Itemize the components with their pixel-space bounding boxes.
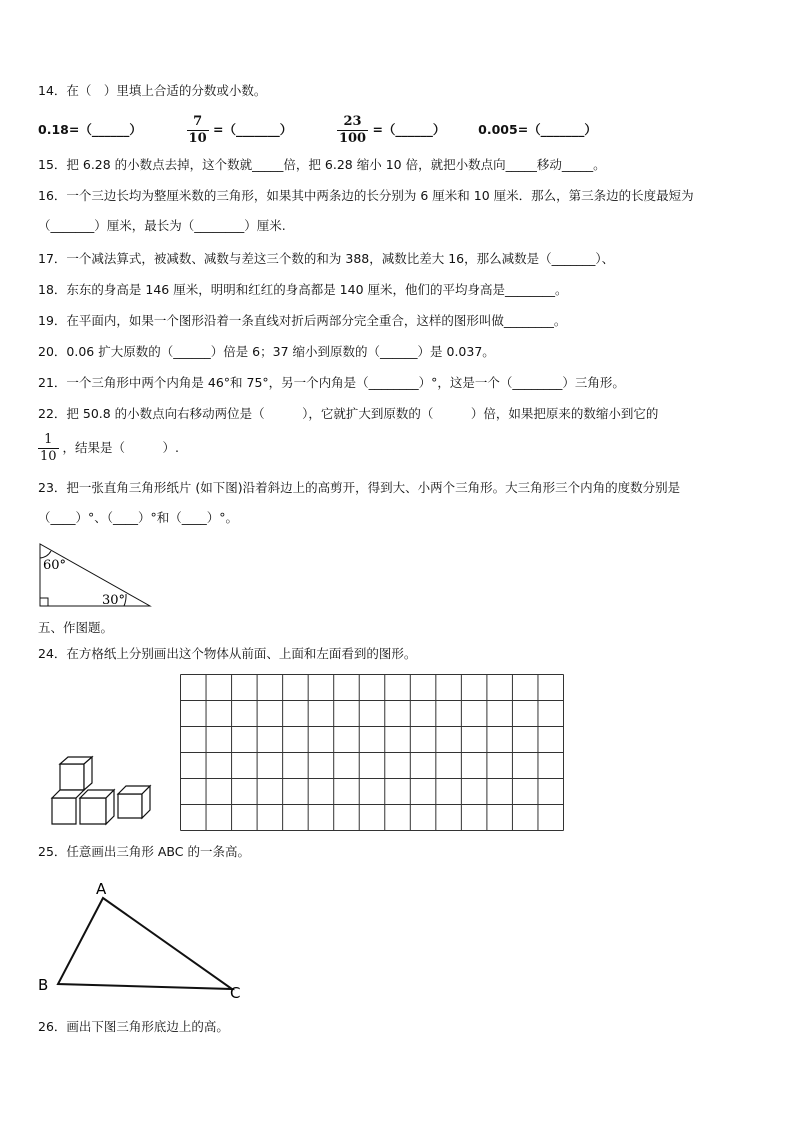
angle-label-60: 60°: [43, 558, 67, 573]
q14-blank-2: =（_______）: [213, 122, 293, 137]
triangle-outline: [40, 544, 150, 606]
cube-left-upper: [52, 790, 84, 798]
q22-result: ，结果是（ ）.: [62, 440, 180, 455]
question-26: 26．画出下图三角形底边上的高。: [38, 1019, 229, 1034]
question-14-answers: [38, 114, 597, 147]
fraction-23-100: $\frac{23}{100}$: [338, 114, 367, 146]
question-17: 17．一个减法算式，被减数、减数与差这三个数的和为 388，减数比差大 16，那么减数是（_______）、: [38, 251, 615, 266]
question-15: 15．把 6.28 的小数点去掉，这个数就_____倍，把 6.28 缩小 10 倍，就把小数点向_____移动_____。: [38, 157, 606, 172]
question-24: 24．在方格纸上分别画出这个物体从前面、上面和左面看到的图形。: [38, 646, 417, 661]
question-20: 20．0.06 扩大原数的（______）倍是 6；37 缩小到原数的（______）是 0.037。: [38, 344, 495, 359]
question-16-line1: 16．一个三边长均为整厘米数的三角形，如果其中两条边的长分别为 6 厘米和 10 厘米．那么，第三条边的长度最短为: [38, 188, 694, 203]
question-14: 14．在（ ）里填上合适的分数或小数。: [38, 83, 267, 98]
triangle-abc-outline: [58, 898, 232, 989]
q14-blank-3: =（______）: [372, 122, 446, 137]
angle-label-30: 30°: [102, 593, 126, 608]
right-triangle-figure: [38, 542, 152, 608]
q14-blank-4: 0.005=（_______）: [478, 122, 597, 137]
section-heading-5: 五、作图题。: [38, 620, 114, 635]
vertex-label-a: A: [96, 880, 107, 898]
question-21: 21．一个三角形中两个内角是 46°和 75°，另一个内角是（________）°，这是一个（________）三角形。: [38, 375, 625, 390]
fraction-7-10: $\frac{7}{10}$: [188, 114, 207, 146]
cube-back-front: [118, 794, 142, 818]
vertex-label-c: C: [230, 984, 241, 1002]
question-22-line1: 22．把 50.8 的小数点向右移动两位是（ ），它就扩大到原数的（ ）倍，如果把原来的数缩小到它的: [38, 406, 659, 421]
grid-paper: [180, 674, 564, 832]
question-19: 19．在平面内，如果一个图形沿着一条直线对折后两部分完全重合，这样的图形叫做________。: [38, 313, 567, 328]
question-16-line2: （_______）厘米，最长为（________）厘米.: [38, 218, 286, 233]
question-25: 25．任意画出三角形 ABC 的一条高。: [38, 844, 250, 859]
cube-stack-figure: [48, 756, 158, 828]
angle-arc-top: [40, 551, 51, 558]
fraction-1-10: $\frac{1}{10}$: [40, 432, 57, 464]
triangle-abc-figure: [36, 878, 250, 1002]
question-22-line2: [38, 432, 179, 465]
question-23-line1: 23．把一张直角三角形纸片 (如下图)沿着斜边上的高剪开，得到大、小两个三角形。大三角形三个内角的度数分别是: [38, 480, 681, 495]
question-23-line2: （____）°、（____）°和（____）°。: [38, 510, 239, 525]
cube-left-front: [52, 798, 76, 824]
question-18: 18．东东的身高是 146 厘米，明明和红红的身高都是 140 厘米，他们的平均身高是________。: [38, 282, 568, 297]
vertex-label-b: B: [38, 976, 49, 994]
cube-mid-front: [80, 798, 106, 824]
q14-blank-1: 0.18=（______）: [38, 122, 142, 137]
right-angle-mark: [40, 598, 48, 606]
cube-top-front: [60, 764, 84, 790]
